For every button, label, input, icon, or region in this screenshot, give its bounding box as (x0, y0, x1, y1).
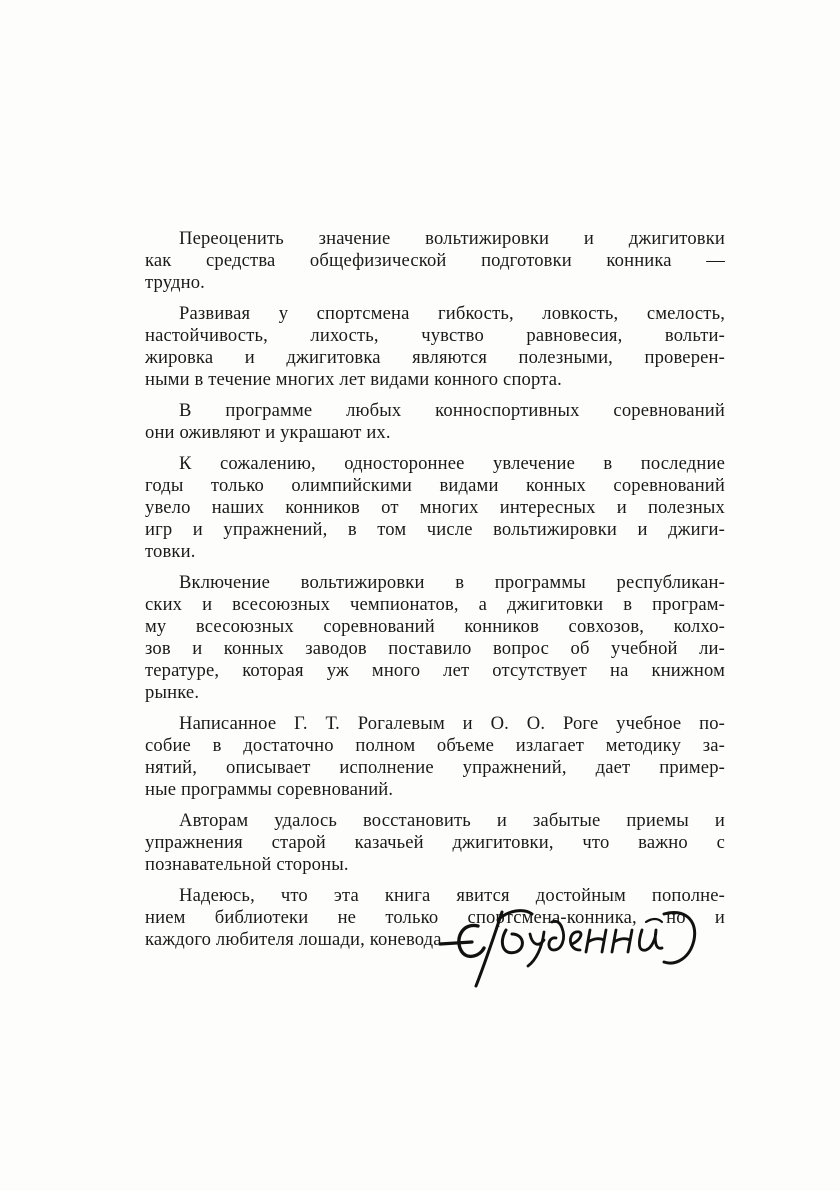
text-line: нятий, описывает исполнение упражнений, дает пример- (145, 757, 725, 778)
text-line: трудно. (145, 272, 205, 293)
text-line: Надеюсь, что эта книга явится достойным пополне- (179, 885, 725, 906)
text-line: познавательной стороны. (145, 854, 349, 875)
paragraph (145, 303, 725, 391)
foreword-text (145, 228, 725, 960)
handwritten-signature (432, 900, 707, 995)
text-line: годы только олимпийскими видами конных соревнований (145, 475, 725, 496)
text-line: му всесоюзных соревнований конников совхозов, колхо- (145, 616, 725, 637)
text-line: Развивая у спортсмена гибкость, ловкость, смелость, (179, 303, 725, 324)
text-line: рынке. (145, 682, 200, 703)
text-line: как средства общефизической подготовки конника — (145, 250, 725, 271)
paragraph (145, 572, 725, 704)
text-line: каждого любителя лошади, коневода. (145, 929, 447, 950)
text-line: упражнения старой казачьей джигитовки, что важно с (145, 832, 725, 853)
paragraph (145, 453, 725, 563)
text-line: ских и всесоюзных чемпионатов, а джигитовки в програм- (145, 594, 725, 615)
text-line: товки. (145, 541, 196, 562)
text-line: собие в достаточно полном объеме излагает методику за- (145, 735, 725, 756)
text-line: К сожалению, одностороннее увлечение в последние (179, 453, 725, 474)
paragraph (145, 713, 725, 801)
text-line: жировка и джигитовка являются полезными, проверен- (145, 347, 725, 368)
text-line: игр и упражнений, в том числе вольтижировки и джиги- (145, 519, 725, 540)
text-line: В программе любых конноспортивных соревнований (179, 400, 725, 421)
text-line: увело наших конников от многих интересных и полезных (145, 497, 725, 518)
text-line: Авторам удалось восстановить и забытые приемы и (179, 810, 725, 831)
text-line: они оживляют и украшают их. (145, 422, 391, 443)
text-line: настойчивость, лихость, чувство равновесия, вольти- (145, 325, 725, 346)
paragraph (145, 810, 725, 876)
text-line: Включение вольтижировки в программы республикан- (179, 572, 725, 593)
text-line: ными в течение многих лет видами конного спорта. (145, 369, 562, 390)
paragraph (145, 228, 725, 294)
paragraph (145, 400, 725, 444)
text-line: ные программы соревнований. (145, 779, 394, 800)
text-line: нием библиотеки не только спортсмена-конника, но и (145, 907, 725, 928)
text-line: тературе, которая уж много лет отсутствует на книжном (145, 660, 725, 681)
text-line: Переоценить значение вольтижировки и джигитовки (179, 228, 725, 249)
text-line: Написанное Г. Т. Рогалевым и О. О. Роге учебное по- (179, 713, 725, 734)
text-line: зов и конных заводов поставило вопрос об учебной ли- (145, 638, 725, 659)
